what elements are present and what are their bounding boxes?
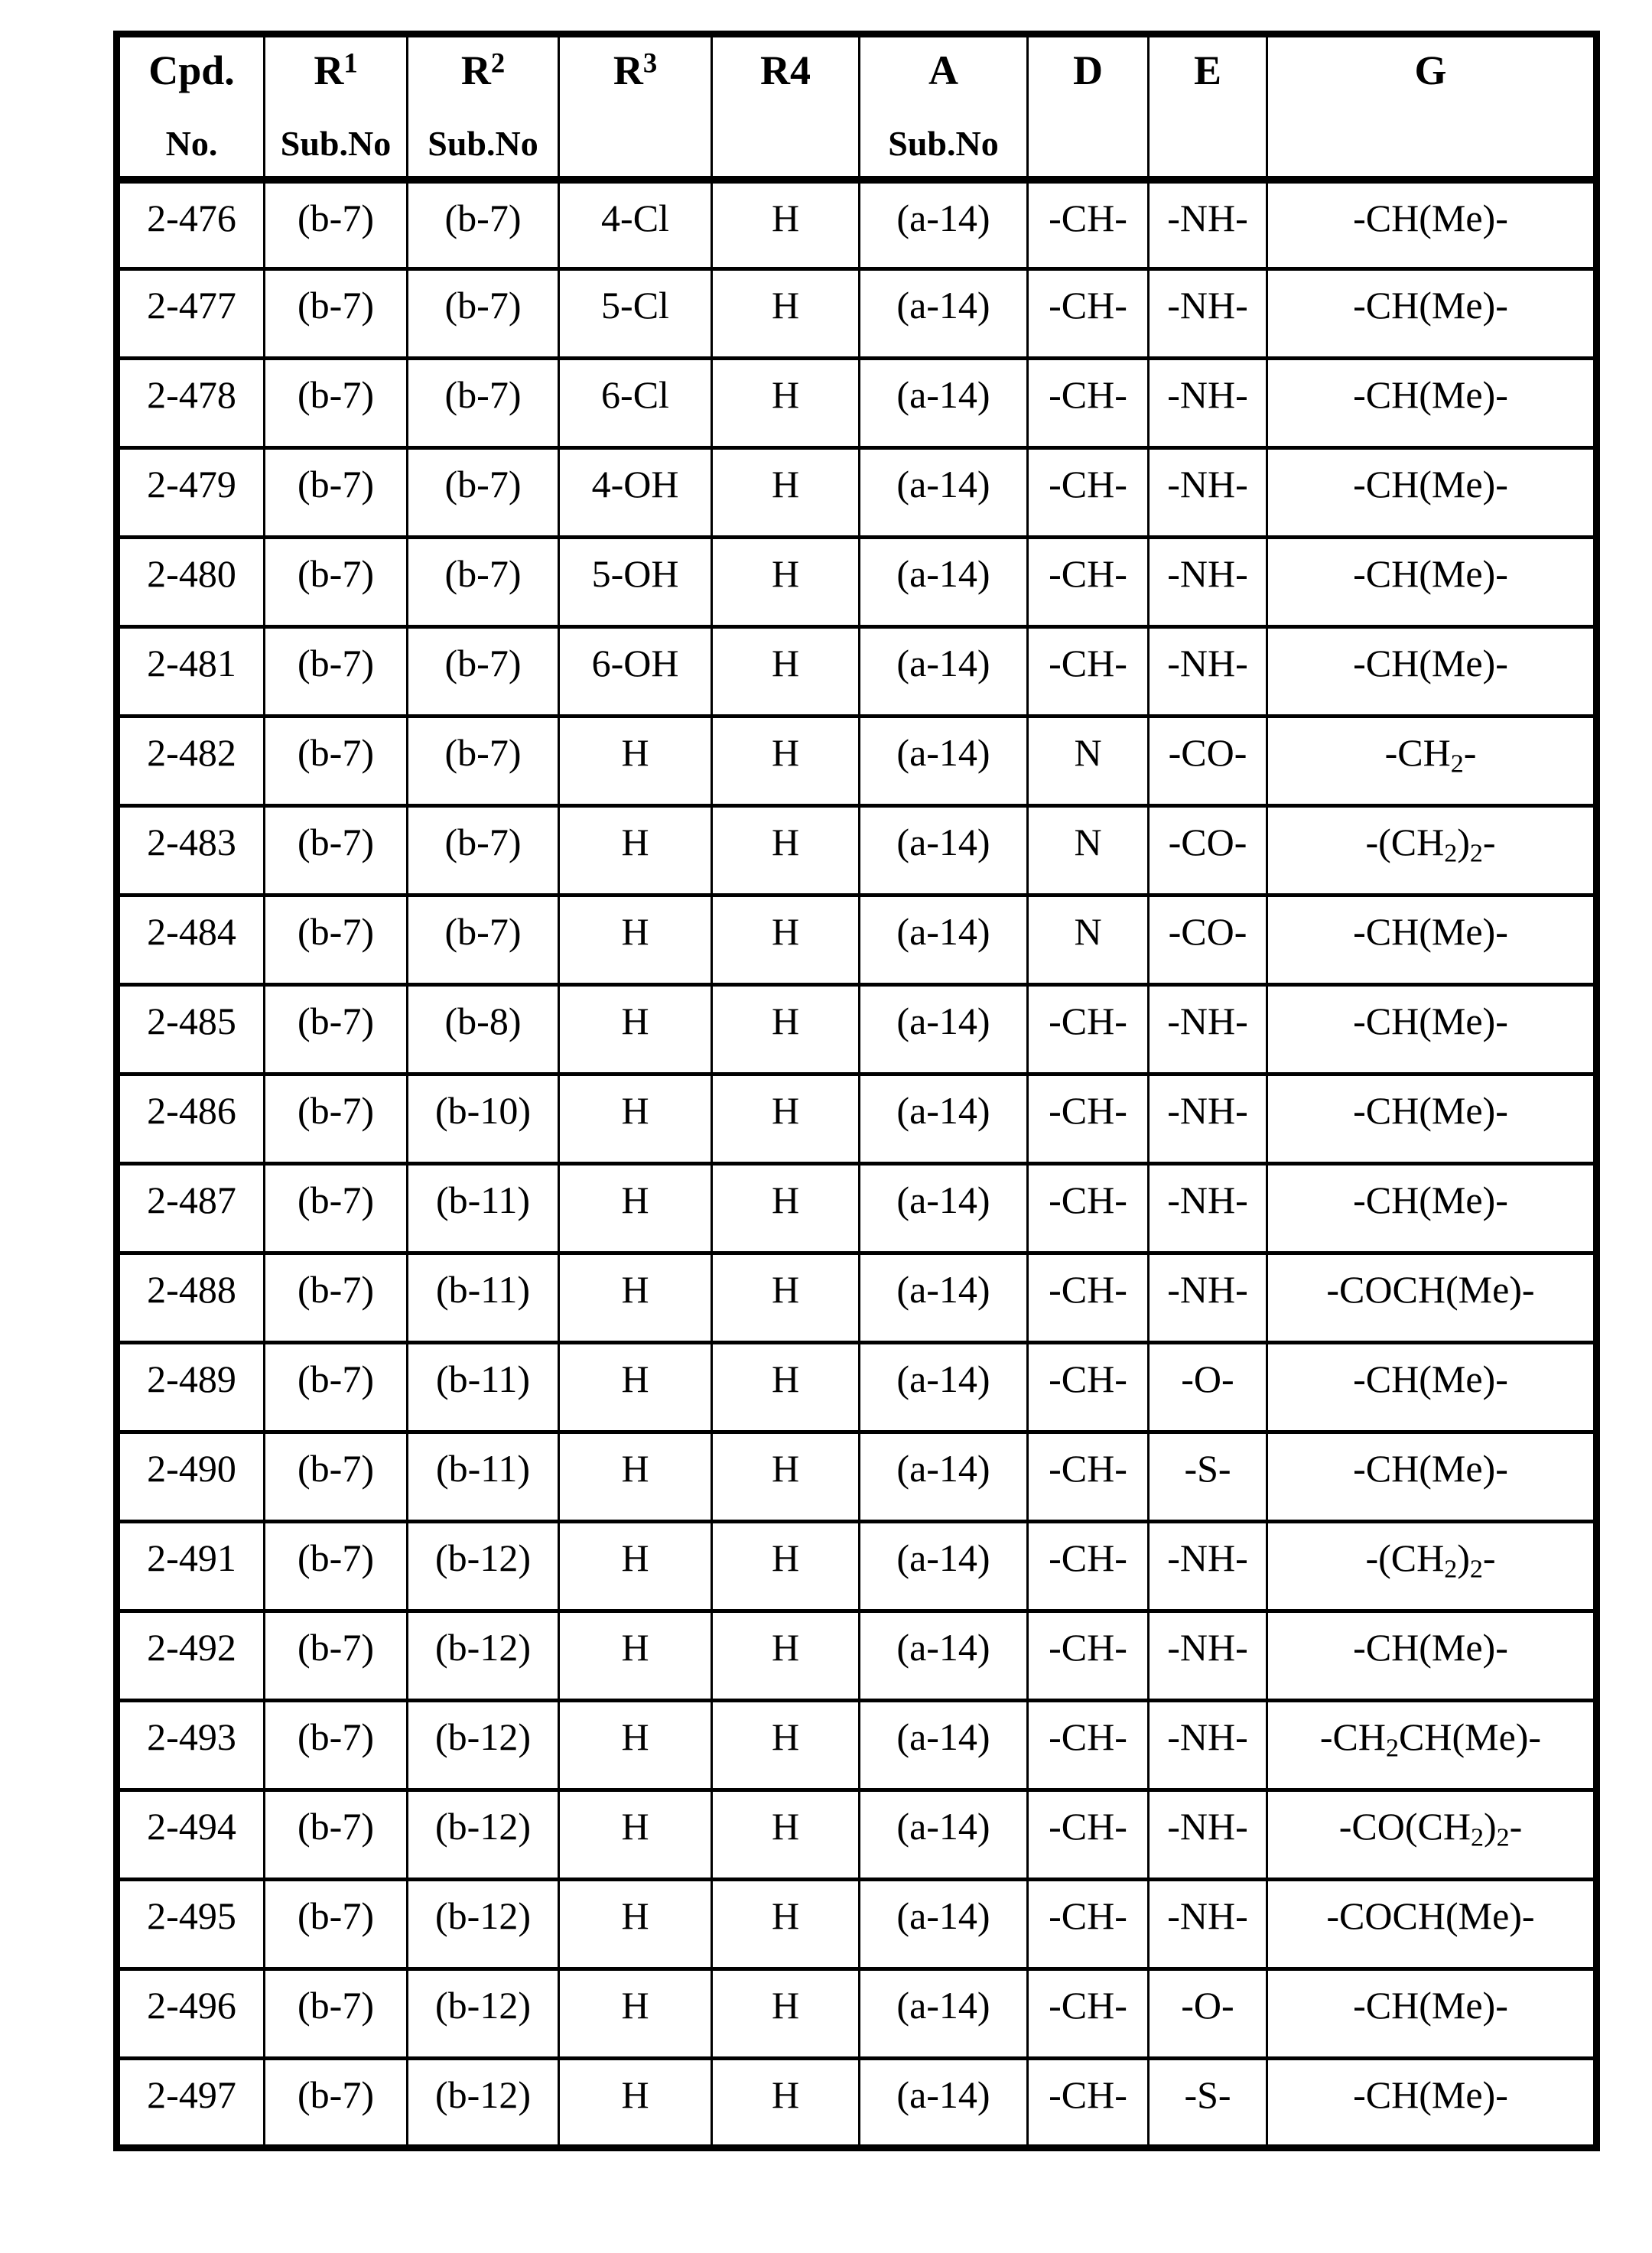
cell-r2-subno: (b-12) [408,1611,559,1701]
cell-r3: H [559,2059,712,2148]
cell-cpd-no: 2-488 [117,1253,265,1343]
cell-d: -CH- [1028,1164,1149,1253]
table-header [117,34,1597,180]
cell-e: -NH- [1149,1074,1267,1164]
cell-g: -CH(Me)- [1267,1969,1597,2059]
cell-r2-subno: (b-12) [408,1522,559,1611]
table-row [117,806,1597,896]
cell-r3: H [559,1790,712,1880]
cell-r2-subno: (b-7) [408,627,559,717]
header-line2: Sub.No [888,124,999,163]
cell-a-subno: (a-14) [860,627,1028,717]
cell-a-subno: (a-14) [860,2059,1028,2148]
cell-d: -CH- [1028,1969,1149,2059]
col-header-g [1267,34,1597,180]
cell-a-subno: (a-14) [860,269,1028,359]
cell-r2-subno: (b-12) [408,1880,559,1969]
table-row [117,538,1597,627]
cell-g: -COCH(Me)- [1267,1253,1597,1343]
cell-r1-subno: (b-7) [265,269,408,359]
col-header-r2-subno [408,34,559,180]
table-row [117,896,1597,985]
cell-g: -CH(Me)- [1267,896,1597,985]
cell-d: -CH- [1028,1790,1149,1880]
header-line1: A [928,47,958,93]
cell-r2-subno: (b-12) [408,1701,559,1790]
col-header-d [1028,34,1149,180]
cell-e: -NH- [1149,180,1267,269]
cell-r1-subno: (b-7) [265,1969,408,2059]
cell-g: -COCH(Me)- [1267,1880,1597,1969]
cell-r3: H [559,717,712,806]
cell-cpd-no: 2-495 [117,1880,265,1969]
cell-a-subno: (a-14) [860,1343,1028,1432]
cell-r4: H [712,1790,860,1880]
cell-g: -CH(Me)- [1267,1164,1597,1253]
cell-r2-subno: (b-7) [408,896,559,985]
cell-e: -O- [1149,1343,1267,1432]
header-row [117,34,1597,180]
col-header-r1-subno [265,34,408,180]
cell-cpd-no: 2-491 [117,1522,265,1611]
cell-a-subno: (a-14) [860,1790,1028,1880]
cell-r2-subno: (b-11) [408,1343,559,1432]
cell-r1-subno: (b-7) [265,985,408,1074]
cell-r2-subno: (b-7) [408,359,559,448]
table-row [117,1790,1597,1880]
cell-g: $-CO(CH_2)_2-$ [1267,1790,1597,1880]
cell-e: -CO- [1149,896,1267,985]
cell-g: -CH(Me)- [1267,269,1597,359]
cell-g: -CH(Me)- [1267,1343,1597,1432]
cell-cpd-no: 2-489 [117,1343,265,1432]
cell-r3: H [559,1701,712,1790]
cell-r4: H [712,717,860,806]
cell-r1-subno: (b-7) [265,359,408,448]
cell-a-subno: (a-14) [860,1701,1028,1790]
cell-d: -CH- [1028,538,1149,627]
cell-r4: H [712,448,860,538]
cell-g: $-(CH_2)_2-$ [1267,1522,1597,1611]
header-line1: R4 [760,47,811,93]
cell-d: -CH- [1028,1522,1149,1611]
cell-r4: H [712,180,860,269]
header-line2: Sub.No [280,124,392,163]
cell-r4: H [712,1701,860,1790]
cell-r1-subno: (b-7) [265,806,408,896]
cell-r2-subno: (b-11) [408,1432,559,1522]
cell-r3: H [559,1074,712,1164]
cell-d: -CH- [1028,1343,1149,1432]
header-line1: $R^2$ [460,47,506,93]
cell-r3: H [559,1969,712,2059]
header-line1: G [1414,47,1447,93]
cell-r3: H [559,1880,712,1969]
cell-r3: 5-OH [559,538,712,627]
cell-a-subno: (a-14) [860,1432,1028,1522]
cell-cpd-no: 2-487 [117,1164,265,1253]
cell-cpd-no: 2-482 [117,717,265,806]
cell-r1-subno: (b-7) [265,1432,408,1522]
cell-a-subno: (a-14) [860,448,1028,538]
cell-cpd-no: 2-490 [117,1432,265,1522]
table-row [117,1880,1597,1969]
cell-r1-subno: (b-7) [265,1880,408,1969]
table-row [117,1253,1597,1343]
cell-r3: H [559,806,712,896]
cell-e: -NH- [1149,269,1267,359]
cell-d: -CH- [1028,2059,1149,2148]
cell-e: -S- [1149,1432,1267,1522]
cell-r3: 6-OH [559,627,712,717]
cell-d: -CH- [1028,180,1149,269]
cell-d: N [1028,717,1149,806]
cell-e: -NH- [1149,448,1267,538]
cell-r4: H [712,806,860,896]
cell-r3: H [559,1253,712,1343]
cell-g: -CH(Me)- [1267,1611,1597,1701]
cell-g: -CH(Me)- [1267,538,1597,627]
cell-a-subno: (a-14) [860,717,1028,806]
cell-r1-subno: (b-7) [265,1343,408,1432]
col-header-a-subno [860,34,1028,180]
cell-g: -CH(Me)- [1267,2059,1597,2148]
cell-r3: 4-OH [559,448,712,538]
cell-a-subno: (a-14) [860,1969,1028,2059]
cell-g: $-CH_2CH(Me)-$ [1267,1701,1597,1790]
table-row [117,717,1597,806]
cell-cpd-no: 2-479 [117,448,265,538]
cell-r4: H [712,1522,860,1611]
cell-r3: H [559,1432,712,1522]
cell-r1-subno: (b-7) [265,180,408,269]
cell-r4: H [712,627,860,717]
cell-cpd-no: 2-477 [117,269,265,359]
table-row [117,1701,1597,1790]
cell-r1-subno: (b-7) [265,627,408,717]
header-line1: D [1073,47,1103,93]
cell-r1-subno: (b-7) [265,1164,408,1253]
cell-a-subno: (a-14) [860,1253,1028,1343]
cell-a-subno: (a-14) [860,1074,1028,1164]
cell-e: -NH- [1149,1880,1267,1969]
cell-r2-subno: (b-7) [408,538,559,627]
cell-r4: H [712,269,860,359]
cell-e: -NH- [1149,1790,1267,1880]
cell-r4: H [712,1253,860,1343]
cell-r2-subno: (b-12) [408,1969,559,2059]
cell-d: -CH- [1028,448,1149,538]
cell-r2-subno: (b-11) [408,1253,559,1343]
cell-r2-subno: (b-7) [408,717,559,806]
cell-r4: H [712,1611,860,1701]
cell-r3: 4-Cl [559,180,712,269]
cell-e: -NH- [1149,1611,1267,1701]
table-row [117,180,1597,269]
cell-e: -CO- [1149,717,1267,806]
col-header-cpd-no [117,34,265,180]
cell-r1-subno: (b-7) [265,538,408,627]
cell-r4: H [712,1969,860,2059]
cell-r1-subno: (b-7) [265,717,408,806]
cell-cpd-no: 2-486 [117,1074,265,1164]
cell-g: -CH(Me)- [1267,627,1597,717]
cell-r3: 6-Cl [559,359,712,448]
cell-r2-subno: (b-7) [408,806,559,896]
cell-r4: H [712,1343,860,1432]
table-row [117,1432,1597,1522]
header-line2: Sub.No [428,124,538,163]
compound-table [113,31,1600,2151]
cell-g: $-CH_2-$ [1267,717,1597,806]
table-row [117,359,1597,448]
cell-a-subno: (a-14) [860,1611,1028,1701]
table-row [117,1164,1597,1253]
cell-d: -CH- [1028,1880,1149,1969]
table-row [117,1343,1597,1432]
col-header-r3 [559,34,712,180]
cell-e: -S- [1149,2059,1267,2148]
table-row [117,985,1597,1074]
table-row [117,448,1597,538]
cell-a-subno: (a-14) [860,896,1028,985]
cell-a-subno: (a-14) [860,538,1028,627]
cell-a-subno: (a-14) [860,1880,1028,1969]
cell-g: $-(CH_2)_2-$ [1267,806,1597,896]
cell-r4: H [712,2059,860,2148]
table-row [117,1074,1597,1164]
table-row [117,2059,1597,2148]
cell-g: -CH(Me)- [1267,985,1597,1074]
cell-e: -NH- [1149,1522,1267,1611]
cell-r1-subno: (b-7) [265,2059,408,2148]
cell-r4: H [712,985,860,1074]
cell-cpd-no: 2-493 [117,1701,265,1790]
header-line1: $R^1$ [314,47,358,93]
cell-r1-subno: (b-7) [265,1253,408,1343]
cell-g: -CH(Me)- [1267,1432,1597,1522]
table-row [117,269,1597,359]
cell-r2-subno: (b-8) [408,985,559,1074]
cell-d: -CH- [1028,1074,1149,1164]
cell-r2-subno: (b-12) [408,1790,559,1880]
header-line1: Cpd. [148,47,235,93]
cell-r1-subno: (b-7) [265,448,408,538]
cell-r2-subno: (b-7) [408,448,559,538]
cell-r1-subno: (b-7) [265,1522,408,1611]
header-line1: E [1193,47,1222,93]
cell-e: -O- [1149,1969,1267,2059]
cell-e: -NH- [1149,985,1267,1074]
cell-r4: H [712,1880,860,1969]
cell-e: -NH- [1149,1253,1267,1343]
cell-d: -CH- [1028,1432,1149,1522]
cell-r1-subno: (b-7) [265,1074,408,1164]
cell-d: N [1028,806,1149,896]
cell-cpd-no: 2-480 [117,538,265,627]
cell-r2-subno: (b-7) [408,269,559,359]
cell-d: -CH- [1028,1253,1149,1343]
table-body [117,180,1597,2148]
cell-e: -NH- [1149,359,1267,448]
col-header-e [1149,34,1267,180]
cell-d: -CH- [1028,985,1149,1074]
cell-r3: H [559,985,712,1074]
cell-r2-subno: (b-12) [408,2059,559,2148]
cell-e: -NH- [1149,1701,1267,1790]
cell-r1-subno: (b-7) [265,896,408,985]
cell-cpd-no: 2-497 [117,2059,265,2148]
cell-r2-subno: (b-10) [408,1074,559,1164]
cell-cpd-no: 2-484 [117,896,265,985]
col-header-r4 [712,34,860,180]
table-row [117,627,1597,717]
cell-cpd-no: 2-485 [117,985,265,1074]
cell-e: -CO- [1149,806,1267,896]
cell-cpd-no: 2-476 [117,180,265,269]
cell-r4: H [712,1432,860,1522]
cell-a-subno: (a-14) [860,180,1028,269]
header-line2: No. [165,124,218,163]
cell-r2-subno: (b-11) [408,1164,559,1253]
cell-a-subno: (a-14) [860,1164,1028,1253]
cell-r4: H [712,538,860,627]
cell-a-subno: (a-14) [860,806,1028,896]
cell-d: -CH- [1028,269,1149,359]
table-row [117,1611,1597,1701]
cell-r3: H [559,896,712,985]
cell-a-subno: (a-14) [860,1522,1028,1611]
cell-r1-subno: (b-7) [265,1701,408,1790]
cell-e: -NH- [1149,1164,1267,1253]
cell-r3: H [559,1164,712,1253]
cell-d: -CH- [1028,359,1149,448]
cell-r4: H [712,1074,860,1164]
cell-d: -CH- [1028,1701,1149,1790]
cell-a-subno: (a-14) [860,985,1028,1074]
cell-cpd-no: 2-496 [117,1969,265,2059]
cell-g: -CH(Me)- [1267,359,1597,448]
cell-r1-subno: (b-7) [265,1790,408,1880]
cell-r2-subno: (b-7) [408,180,559,269]
cell-r3: H [559,1522,712,1611]
cell-g: -CH(Me)- [1267,1074,1597,1164]
cell-d: -CH- [1028,1611,1149,1701]
cell-cpd-no: 2-494 [117,1790,265,1880]
header-line1: $R^3$ [613,47,658,93]
cell-a-subno: (a-14) [860,359,1028,448]
cell-d: -CH- [1028,627,1149,717]
cell-cpd-no: 2-492 [117,1611,265,1701]
cell-r3: H [559,1611,712,1701]
cell-g: -CH(Me)- [1267,180,1597,269]
cell-cpd-no: 2-478 [117,359,265,448]
table-row [117,1522,1597,1611]
cell-cpd-no: 2-483 [117,806,265,896]
cell-r3: H [559,1343,712,1432]
cell-d: N [1028,896,1149,985]
table-row [117,1969,1597,2059]
cell-e: -NH- [1149,538,1267,627]
cell-r1-subno: (b-7) [265,1611,408,1701]
cell-g: -CH(Me)- [1267,448,1597,538]
cell-r4: H [712,896,860,985]
cell-e: -NH- [1149,627,1267,717]
cell-r3: 5-Cl [559,269,712,359]
cell-r4: H [712,359,860,448]
cell-r4: H [712,1164,860,1253]
cell-cpd-no: 2-481 [117,627,265,717]
